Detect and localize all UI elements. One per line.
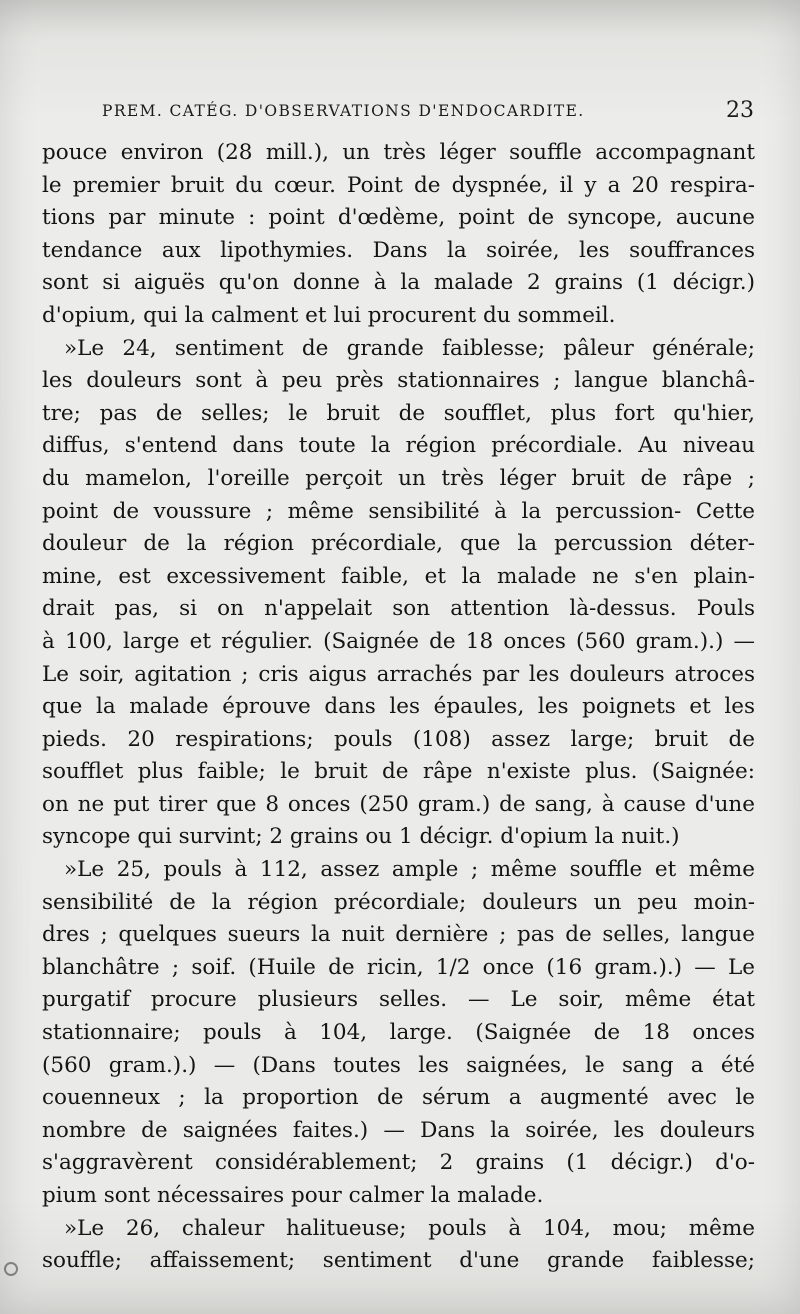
text-line: pieds. 20 respirations; pouls (108) assez large; bruit de <box>42 726 755 752</box>
text-line: sensibilité de la région précordiale; douleurs un peu moin- <box>42 889 755 915</box>
text-line: tre; pas de selles; le bruit de soufflet, plus fort qu'hier, <box>42 400 755 426</box>
text-line: pouce environ (28 mill.), un très léger souffle accompagnant <box>42 140 755 165</box>
text-line: que la malade éprouve dans les épaules, les poignets et les <box>42 694 755 720</box>
text-line: diffus, s'entend dans toute la région précordiale. Au niveau <box>42 433 755 459</box>
page-margin-mark <box>4 1262 18 1276</box>
text-line: douleur de la région précordiale, que la percussion déter- <box>42 531 755 557</box>
text-line: on ne put tirer que 8 onces (250 gram.) de sang, à cause d'une <box>42 791 755 817</box>
text-line: pium sont nécessaires pour calmer la malade. <box>42 1183 544 1208</box>
page-number: 23 <box>726 98 754 123</box>
text-line: nombre de saignées faites.) — Dans la soirée, les douleurs <box>42 1117 755 1143</box>
text-line: syncope qui survint; 2 grains ou 1 décigr. d'opium la nuit.) <box>42 824 680 850</box>
text-line: souffle; affaissement; sentiment d'une grande faiblesse; <box>42 1248 755 1274</box>
text-line: du mamelon, l'oreille perçoit un très léger bruit de râpe ; <box>42 465 755 491</box>
text-line: »Le 25, pouls à 112, assez ample ; même souffle et même <box>64 857 755 883</box>
text-line: drait pas, si on n'appelait son attention là-dessus. Pouls <box>42 596 755 622</box>
text-line: à 100, large et régulier. (Saignée de 18 onces (560 gram.).) — <box>42 628 755 654</box>
text-line: sont si aiguës qu'on donne à la malade 2 grains (1 décigr.) <box>42 270 755 296</box>
text-line: les douleurs sont à peu près stationnaires ; langue blanchâ- <box>42 368 755 394</box>
text-line: »Le 26, chaleur halitueuse; pouls à 104, mou; même <box>64 1215 755 1241</box>
text-line: blanchâtre ; soif. (Huile de ricin, 1/2 once (16 gram.).) — Le <box>42 954 755 980</box>
text-line: tions par minute : point d'œdème, point de syncope, aucune <box>42 205 755 231</box>
text-line: purgatif procure plusieurs selles. — Le soir, même état <box>42 987 755 1013</box>
text-line: s'aggravèrent considérablement; 2 grains (1 décigr.) d'o- <box>42 1150 755 1176</box>
running-title: PREM. CATÉG. D'OBSERVATIONS D'ENDOCARDITE. <box>102 102 585 120</box>
running-head <box>102 98 754 128</box>
text-line: couenneux ; la proportion de sérum a augmenté avec le <box>42 1085 755 1111</box>
text-line: »Le 24, sentiment de grande faiblesse; pâleur générale; <box>64 335 755 361</box>
text-line: (560 gram.).) — (Dans toutes les saignées, le sang a été <box>42 1052 755 1078</box>
text-line: mine, est excessivement faible, et la malade ne s'en plain- <box>42 563 755 589</box>
text-line: d'opium, qui la calment et lui procurent du sommeil. <box>42 302 616 328</box>
text-line: Le soir, agitation ; cris aigus arrachés par les douleurs atroces <box>42 661 755 687</box>
text-line: tendance aux lipothymies. Dans la soirée, les souffrances <box>42 237 755 263</box>
text-line: dres ; quelques sueurs la nuit dernière ; pas de selles, langue <box>42 922 755 948</box>
text-line: soufflet plus faible; le bruit de râpe n'existe plus. (Saignée: <box>42 759 755 785</box>
text-line: point de voussure ; même sensibilité à la percussion- Cette <box>42 498 755 524</box>
body-text <box>42 137 755 1278</box>
text-line: le premier bruit du cœur. Point de dyspnée, il y a 20 respira- <box>42 172 755 198</box>
text-line: stationnaire; pouls à 104, large. (Saignée de 18 onces <box>42 1020 755 1046</box>
